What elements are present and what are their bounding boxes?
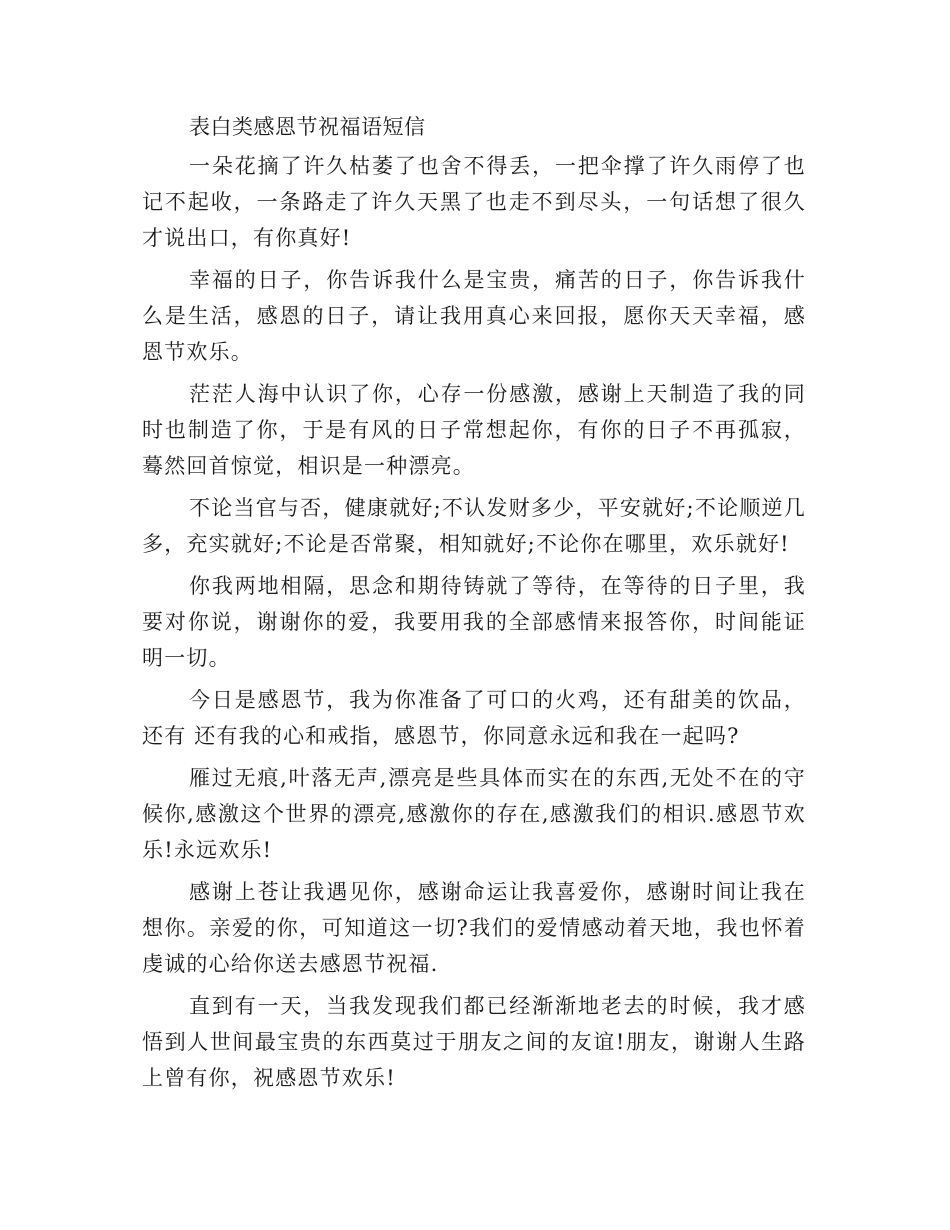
document-title: 表白类感恩节祝福语短信 xyxy=(189,115,426,139)
paragraph: 雁过无痕,叶落无声,漂亮是些具体而实在的东西,无处不在的守候你,感激这个世界的漂亮,感激你的存在,感激我们的相识.感恩节欢乐!永远欢乐! xyxy=(142,766,806,862)
paragraph: 感谢上苍让我遇见你，感谢命运让我喜爱你，感谢时间让我在想你。亲爱的你，可知道这一切?我们的爱情感动着天地，我也怀着虔诚的心给你送去感恩节祝福. xyxy=(142,880,806,976)
paragraph: 不论当官与否，健康就好;不认发财多少，平安就好;不论顺逆几多，充实就好;不论是否常聚，相知就好;不论你在哪里，欢乐就好! xyxy=(142,496,806,556)
paragraph: 一朵花摘了许久枯萎了也舍不得丢，一把伞撑了许久雨停了也记不起收，一条路走了许久天黑了也走不到尽头，一句话想了很久才说出口，有你真好! xyxy=(142,154,806,250)
paragraph: 幸福的日子，你告诉我什么是宝贵，痛苦的日子，你告诉我什么是生活，感恩的日子，请让我用真心来回报，愿你天天幸福，感恩节欢乐。 xyxy=(142,268,806,364)
paragraph: 今日是感恩节，我为你准备了可口的火鸡，还有甜美的饮品，还有 还有我的心和戒指，感恩节，你同意永远和我在一起吗? xyxy=(142,688,806,748)
paragraph: 你我两地相隔，思念和期待铸就了等待，在等待的日子里，我要对你说，谢谢你的爱，我要用我的全部感情来报答你，时间能证明一切。 xyxy=(142,574,806,670)
document-body xyxy=(142,112,806,1102)
paragraph: 茫茫人海中认识了你，心存一份感激，感谢上天制造了我的同时也制造了你，于是有风的日子常想起你，有你的日子不再孤寂，蓦然回首惊觉，相识是一种漂亮。 xyxy=(142,382,806,478)
paragraph: 直到有一天，当我发现我们都已经渐渐地老去的时候，我才感悟到人世间最宝贵的东西莫过于朋友之间的友谊!朋友，谢谢人生路上曾有你，祝感恩节欢乐! xyxy=(142,994,806,1090)
